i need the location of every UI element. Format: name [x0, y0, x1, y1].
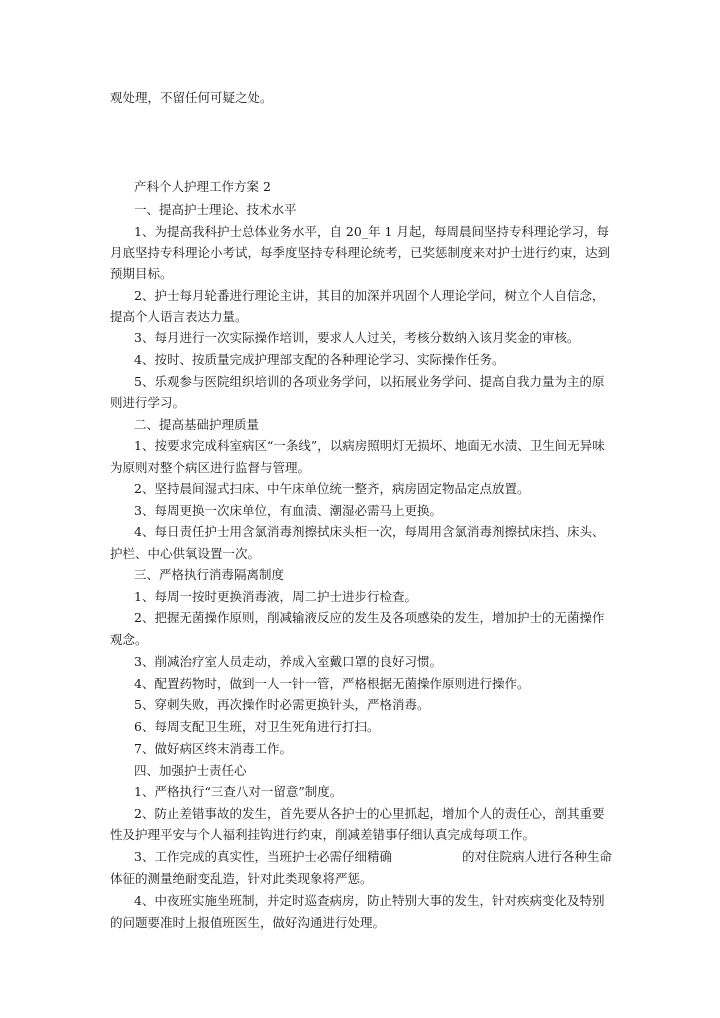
paragraph-line: 3、每周更换一次床单位，有血渍、潮湿必需马上更换。 [134, 503, 442, 518]
paragraph-line: 2、护士每月轮番进行理论主讲，其目的加深并巩固个人理论学问，树立个人自信念， [134, 288, 605, 303]
document-title: 产科个人护理工作方案 2 [134, 179, 271, 194]
section-heading: 二、提高基础护理质量 [134, 417, 260, 432]
paragraph-line: 2、坚持晨间湿式扫床、中午床单位统一整齐，病房固定物品定点放置。 [134, 481, 530, 496]
paragraph-line: 5、穿刺失败，再次操作时必需更换针头，严格消毒。 [134, 697, 430, 712]
paragraph-line: 月底坚持专科理论小考试，每季度坚持专科理论统考，已奖惩制度来对护士进行约束，达到 [110, 245, 611, 260]
paragraph-line: 性及护理平安与个人福利挂钩进行约束，削减差错事仔细认真完成每项工作。 [110, 827, 536, 842]
paragraph-line: 5、乐观参与医院组织培训的各项业务学问，以拓展业务学问、提高自我力量为主的原 [134, 374, 605, 389]
paragraph-line: 1、每周一按时更换消毒液，周二护士进步行检查。 [134, 589, 417, 604]
paragraph-line: 4、每日责任护士用含氯消毒剂擦拭床头柜一次，每周用含氯消毒剂擦拭床挡、床头、 [134, 524, 605, 539]
paragraph-line: 2、防止差错事故的发生，首先要从各护士的心里抓起，增加个人的责任心，剖其重要 [134, 806, 605, 821]
paragraph-line: 3、每月进行一次实际操作培训，要求人人过关，考核分数纳入该月奖金的审核。 [134, 330, 580, 345]
paragraph-line: 则进行学习。 [110, 395, 186, 410]
paragraph-line: 3、削减治疗室人员走动，养成入室戴口罩的良好习惯。 [134, 654, 442, 669]
paragraph-line: 的问题要准时上报值班医生，做好沟通进行处理。 [110, 915, 386, 930]
paragraph-line: 4、中夜班实施坐班制，并定时巡查病房，防止特别大事的发生，针对疾病变化及特别 [134, 893, 605, 908]
paragraph-line: 为原则对整个病区进行监督与管理。 [110, 460, 311, 475]
paragraph-line: 1、按要求完成科室病区“一条线”，以病房照明灯无损坏、地面无水渍、卫生间无异味 [134, 438, 605, 453]
paragraph-segment: 3、工作完成的真实性，当班护士必需仔细精确 [134, 849, 392, 864]
paragraph-line: 观念。 [110, 632, 148, 647]
paragraph-line: 1、为提高我科护士总体业务水平，自 20_年 1 月起，每周晨间坚持专科理论学习，每 [134, 224, 609, 239]
section-heading: 四、加强护士责任心 [134, 763, 247, 778]
paragraph-line: 4、配置药物时，做到一人一针一管，严格根据无菌操作原则进行操作。 [134, 676, 530, 691]
section-heading: 三、严格执行消毒隔离制度 [134, 567, 285, 582]
paragraph-line: 1、严格执行“三查八对一留意”制度。 [134, 784, 343, 799]
paragraph-line [134, 849, 640, 865]
section-heading: 一、提高护士理论、技术水平 [134, 202, 297, 217]
paragraph-line: 预期目标。 [110, 266, 173, 281]
paragraph-line: 提高个人语言表达力量。 [110, 309, 248, 324]
continuation-line: 观处理，不留任何可疑之处。 [110, 90, 273, 105]
paragraph-line: 护栏、中心供氧设置一次。 [110, 546, 261, 561]
paragraph-segment: 的对住院病人进行各种生命 [461, 849, 612, 864]
paragraph-line: 6、每周支配卫生班，对卫生死角进行打扫。 [134, 719, 380, 734]
paragraph-line: 7、做好病区终末消毒工作。 [134, 741, 292, 756]
paragraph-line: 2、把握无菌操作原则，削减输液反应的发生及各项感染的发生，增加护士的无菌操作 [134, 610, 605, 625]
paragraph-line: 体征的测量绝耐变乱造，针对此类现象将严惩。 [110, 871, 373, 886]
paragraph-line: 4、按时、按质量完成护理部支配的各种理论学习、实际操作任务。 [134, 352, 505, 367]
